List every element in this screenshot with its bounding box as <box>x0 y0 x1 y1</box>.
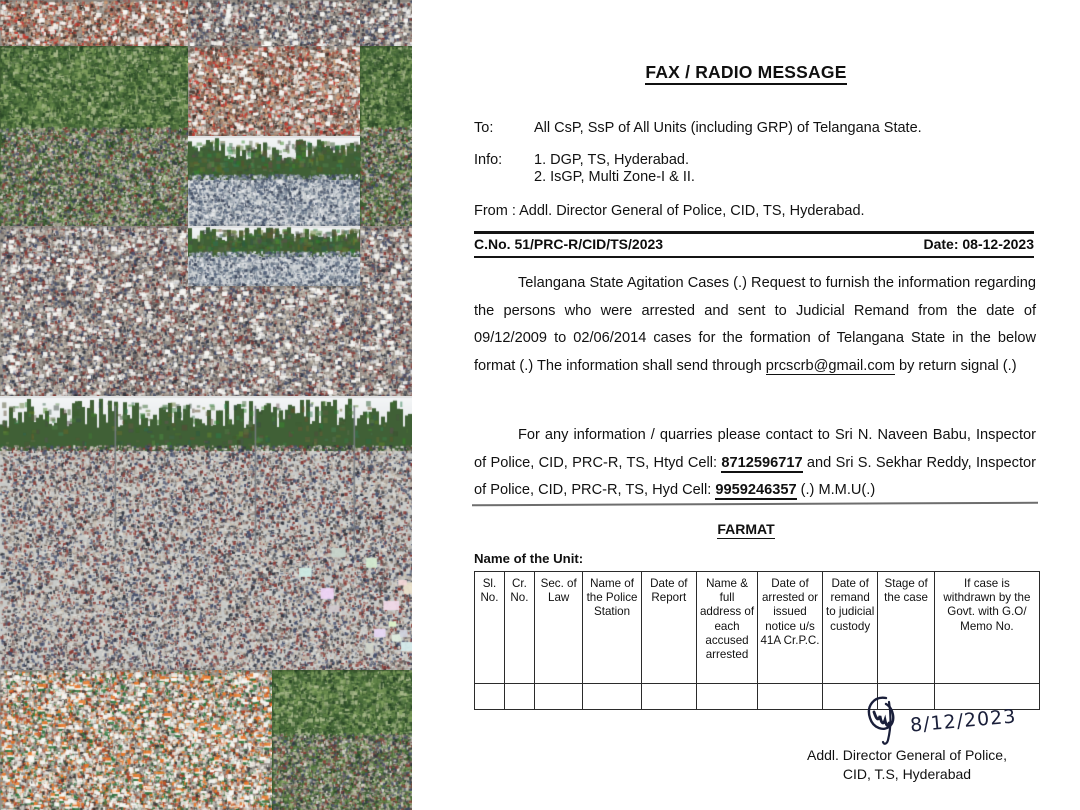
from-row: From : Addl. Director General of Police, CID, TS, Hyderabad. <box>474 203 865 219</box>
c-no-value: C.No. 51/PRC-R/CID/TS/2023 <box>474 236 664 252</box>
divider-bottom <box>474 256 1034 258</box>
paragraph-2-text-a: For any information / quarries please contact to Sri N. Naveen Babu, Inspector of Police, CID, PRC-R, TS, Htyd Cell: <box>474 427 1036 471</box>
format-heading-text: FARMAT <box>717 521 775 537</box>
table-header-cell: Stage of the case <box>878 572 935 684</box>
to-value: All CsP, SsP of All Units (including GRP) of Telangana State. <box>534 120 922 136</box>
table-header-cell: Date of arrested or issued notice u/s 41A Cr.P.C. <box>758 572 823 684</box>
signatory-title-line-1: Addl. Director General of Police, <box>807 747 1007 763</box>
paragraph-1-text-b: by return signal (.) <box>894 357 1017 374</box>
to-label: To: <box>474 120 494 136</box>
info-values <box>534 152 695 186</box>
page-title <box>412 62 1080 83</box>
table-cell[interactable] <box>504 684 534 710</box>
document-sheet <box>412 0 1080 810</box>
info-line-2: 2. IsGP, Multi Zone-I & II. <box>534 169 695 185</box>
collage-photo-trees-crowd-left <box>0 46 188 226</box>
protest-photo-collage <box>0 0 412 810</box>
page-title-text: FAX / RADIO MESSAGE <box>645 62 846 85</box>
table-header-cell: Date of remand to judicial custody <box>822 572 877 684</box>
paragraph-2-text-c: (.) M.M.U(.) <box>796 482 876 498</box>
collage-photo-crowd-left-lower <box>0 226 188 396</box>
fax-radio-message-document <box>412 0 1080 810</box>
info-label: Info: <box>474 152 503 168</box>
unit-name-label: Name of the Unit: <box>474 551 584 566</box>
body-paragraph-1 <box>474 270 1036 380</box>
signature-date: 8/12/2023 <box>909 705 1018 737</box>
collage-photo-crowd-march-mid <box>188 286 360 396</box>
collage-photo-crowd-big-center <box>188 46 360 136</box>
email-link[interactable]: prcscrb@gmail.com <box>765 357 895 374</box>
reference-number-block <box>474 231 1034 258</box>
signatory-title-line-2: CID, T.S, Hyderabad <box>842 766 972 782</box>
contact-phone-1: 8712596717 <box>721 454 803 471</box>
table-cell[interactable] <box>475 684 505 710</box>
table-header-cell: Cr. No. <box>504 572 534 684</box>
collage-photo-crowd-road-center <box>188 136 360 226</box>
table-cell[interactable] <box>758 684 823 710</box>
collage-photo-trees-skyline-mid <box>188 226 360 286</box>
table-header-cell: If case is withdrawn by the Govt. with G.O/ Memo No. <box>934 572 1039 684</box>
paragraph-2-text-b: and Sri S. Sekhar Reddy, Inspector of Police, CID, PRC-R, TS, Hyd Cell: <box>474 454 1036 498</box>
table-cell[interactable] <box>583 684 641 710</box>
table-cell[interactable] <box>534 684 583 710</box>
table-header-cell: Sl. No. <box>475 572 505 684</box>
collage-photo-trees-right-strip <box>360 46 412 226</box>
table-header-row <box>475 572 1040 684</box>
collage-photo-flags-crowd-bottom <box>0 670 272 810</box>
table-header-cell: Date of Report <box>641 572 696 684</box>
contact-phone-2: 9959246357 <box>715 482 797 498</box>
collage-photo-crowd-highway-wide <box>0 396 412 670</box>
date-value: Date: 08-12-2023 <box>923 236 1034 252</box>
table-header-cell: Name & full address of each accused arrested <box>697 572 758 684</box>
reference-number-row <box>474 234 1034 256</box>
table-cell[interactable] <box>641 684 696 710</box>
format-heading <box>412 521 1080 537</box>
body-paragraph-2 <box>474 422 1036 505</box>
table-row[interactable] <box>475 684 1040 710</box>
collage-photo-trees-bottom-right <box>272 670 412 810</box>
paragraph-1-text-a: Telangana State Agitation Cases (.) Request to furnish the information regarding the persons who were arrested and sent to Judicial Remand from the date of 09/12/2009 to 02/06/2014 cases for the formation of Telangana State in the below format (.) The information shall send through <box>474 275 1036 374</box>
table-header-cell: Sec. of Law <box>534 572 583 684</box>
collage-photo-crowd-right-mid <box>360 226 412 396</box>
table-header-cell: Name of the Police Station <box>583 572 641 684</box>
info-line-1: 1. DGP, TS, Hyderabad. <box>534 152 690 168</box>
format-table <box>474 571 1040 710</box>
table-cell[interactable] <box>697 684 758 710</box>
table-cell[interactable] <box>934 684 1039 710</box>
collage-photo-crowd-dense-red <box>0 0 188 46</box>
collage-photo-crowd-rally-topright <box>360 0 412 46</box>
